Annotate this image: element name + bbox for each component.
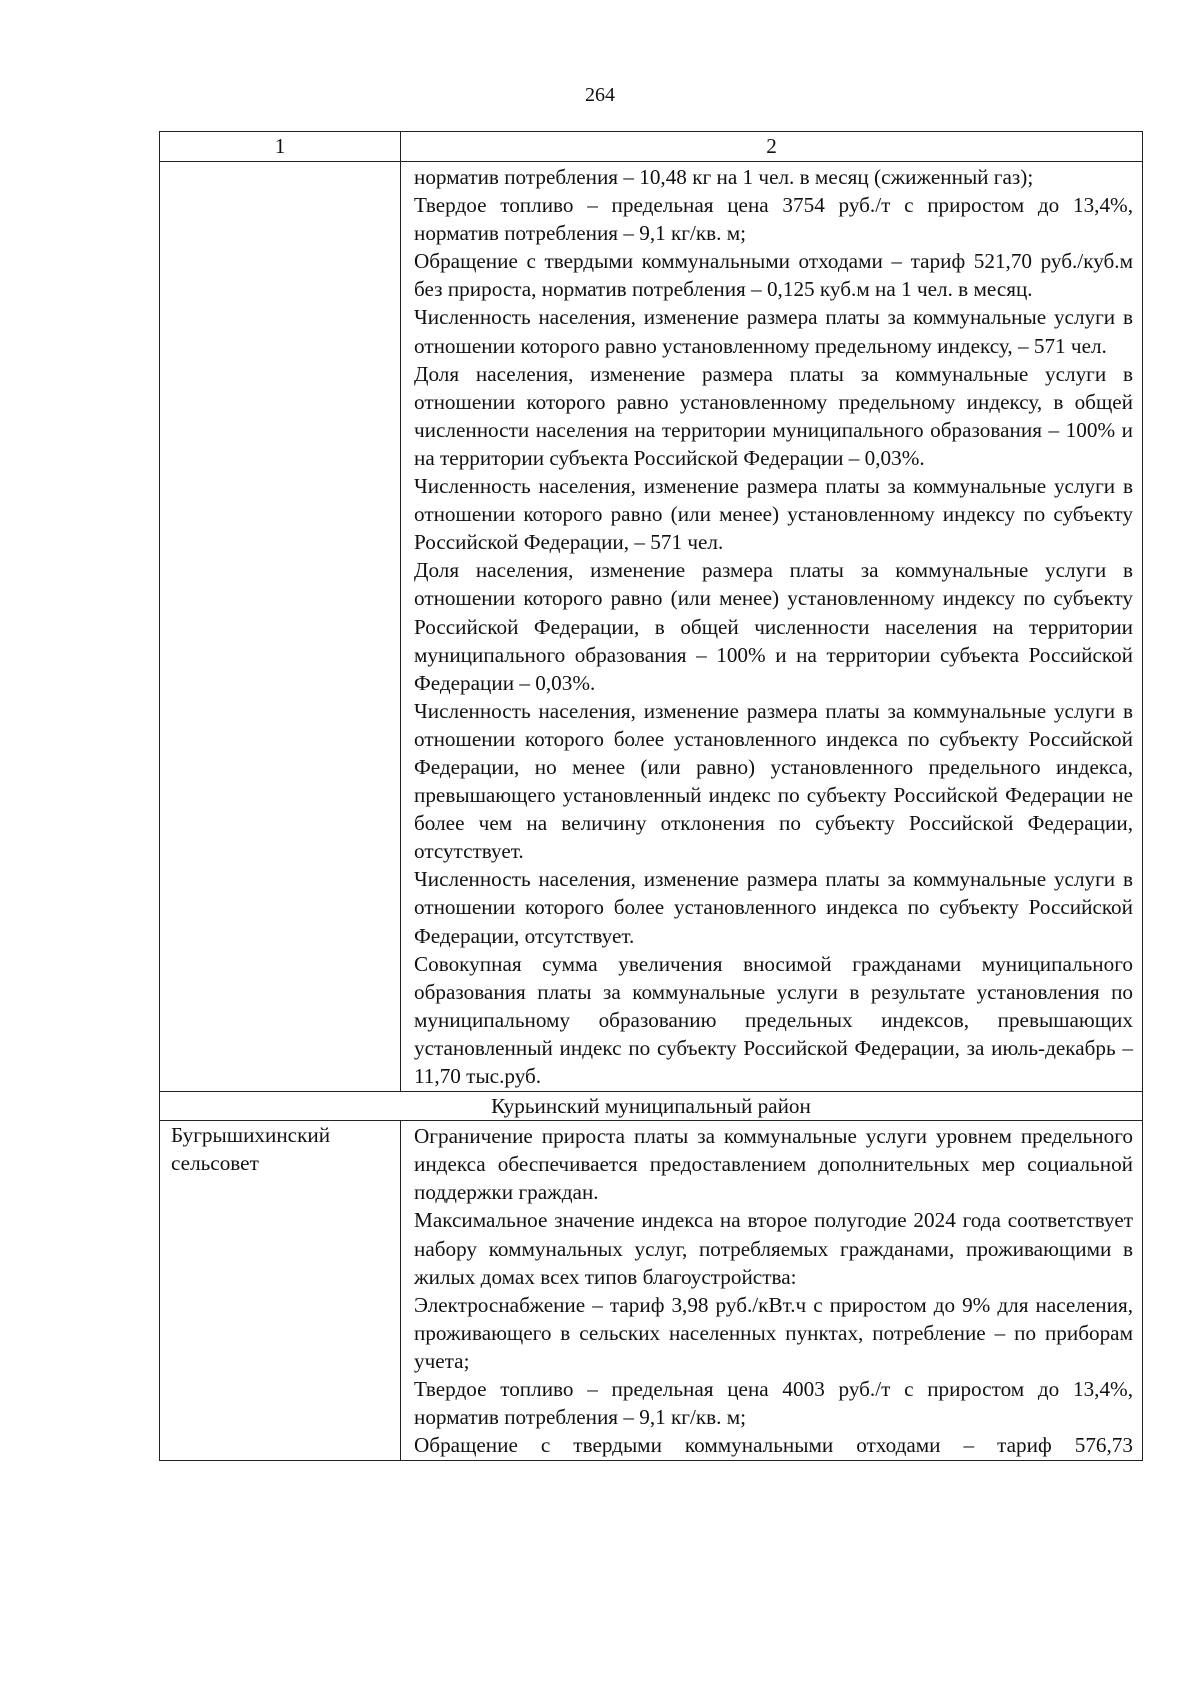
page-number: 264: [585, 84, 615, 106]
continued-content-cell: [401, 162, 1143, 1092]
region-title: Курьинский муниципальный район: [160, 1092, 1143, 1121]
paragraph: Обращение с твердыми коммунальными отходами – тариф 521,70 руб./куб.м без прироста, норматив потребления – 0,125 куб.м на 1 чел. в месяц.: [414, 249, 1133, 302]
column-header-2: 2: [401, 132, 1143, 162]
paragraph: Ограничение прироста платы за коммунальные услуги уровнем предельного индекса обеспечивается предоставлением дополнительных мер социальной поддержки граждан.: [414, 1124, 1133, 1205]
paragraph: Электроснабжение – тариф 3,98 руб./кВт.ч с приростом до 9% для населения, проживающего в сельских населенных пунктах, потребление – по приборам учета;: [414, 1292, 1133, 1373]
paragraph: Твердое топливо – предельная цена 4003 руб./т с приростом до 13,4%, норматив потребления – 9,1 кг/кв. м;: [414, 1377, 1133, 1430]
entity-name: Бугрышихинский сельсовет: [160, 1121, 401, 1461]
column-header-1: 1: [160, 132, 401, 162]
paragraph: Твердое топливо – предельная цена 3754 руб./т с приростом до 13,4%, норматив потребления – 9,1 кг/кв. м;: [414, 193, 1133, 246]
paragraph: Доля населения, изменение размера платы за коммунальные услуги в отношении которого равно (или менее) установленному индексу по субъекту Российской Федерации, в общей численности населения на территории муниципального образования – 100% и на территории субъекта Российской Федерации – 0,03%.: [414, 558, 1133, 695]
continued-entity-cell: [160, 162, 401, 1092]
paragraph: Численность населения, изменение размера платы за коммунальные услуги в отношении которого равно (или менее) установленному индексу по субъекту Российской Федерации, – 571 чел.: [414, 474, 1133, 555]
paragraph: Максимальное значение индекса на второе полугодие 2024 года соответствует набору коммунальных услуг, потребляемых гражданами, проживающими в жилых домах всех типов благоустройства:: [414, 1208, 1133, 1289]
paragraph: Совокупная сумма увеличения вносимой гражданами муниципального образования платы за коммунальные услуги в результате установления по муниципальному образованию предельных индексов, превышающих установленный индекс по субъекту Российской Федерации, за июль-декабрь – 11,70 тыс.руб.: [414, 951, 1133, 1088]
paragraph: Доля населения, изменение размера платы за коммунальные услуги в отношении которого равно установленному предельному индексу, в общей численности населения на территории муниципального образования – 100% и на территории субъекта Российской Федерации – 0,03%.: [414, 361, 1133, 470]
entity-row: [160, 1121, 1143, 1461]
region-row: [160, 1092, 1143, 1121]
paragraph: Численность населения, изменение размера платы за коммунальные услуги в отношении которого равно установленному предельному индексу, – 571 чел.: [414, 305, 1133, 358]
paragraph: Численность населения, изменение размера платы за коммунальные услуги в отношении которого более установленного индекса по субъекту Российской Федерации, отсутствует.: [414, 867, 1133, 948]
continued-row: [160, 162, 1143, 1092]
paragraph: норматив потребления – 10,48 кг на 1 чел. в месяц (сжиженный газ);: [414, 165, 1034, 189]
paragraph: Численность населения, изменение размера платы за коммунальные услуги в отношении которого более установленного индекса по субъекту Российской Федерации, но менее (или равно) установленного предельного индекса, превышающего установленный индекс по субъекту Российской Федерации не более чем на величину отклонения по субъекту Российской Федерации, отсутствует.: [414, 698, 1133, 864]
entity-content-cell: [401, 1121, 1143, 1461]
paragraph: Обращение с твердыми коммунальными отходами – тариф 576,73: [414, 1433, 1133, 1458]
header-row: [160, 132, 1143, 162]
data-table: [159, 131, 1143, 1461]
